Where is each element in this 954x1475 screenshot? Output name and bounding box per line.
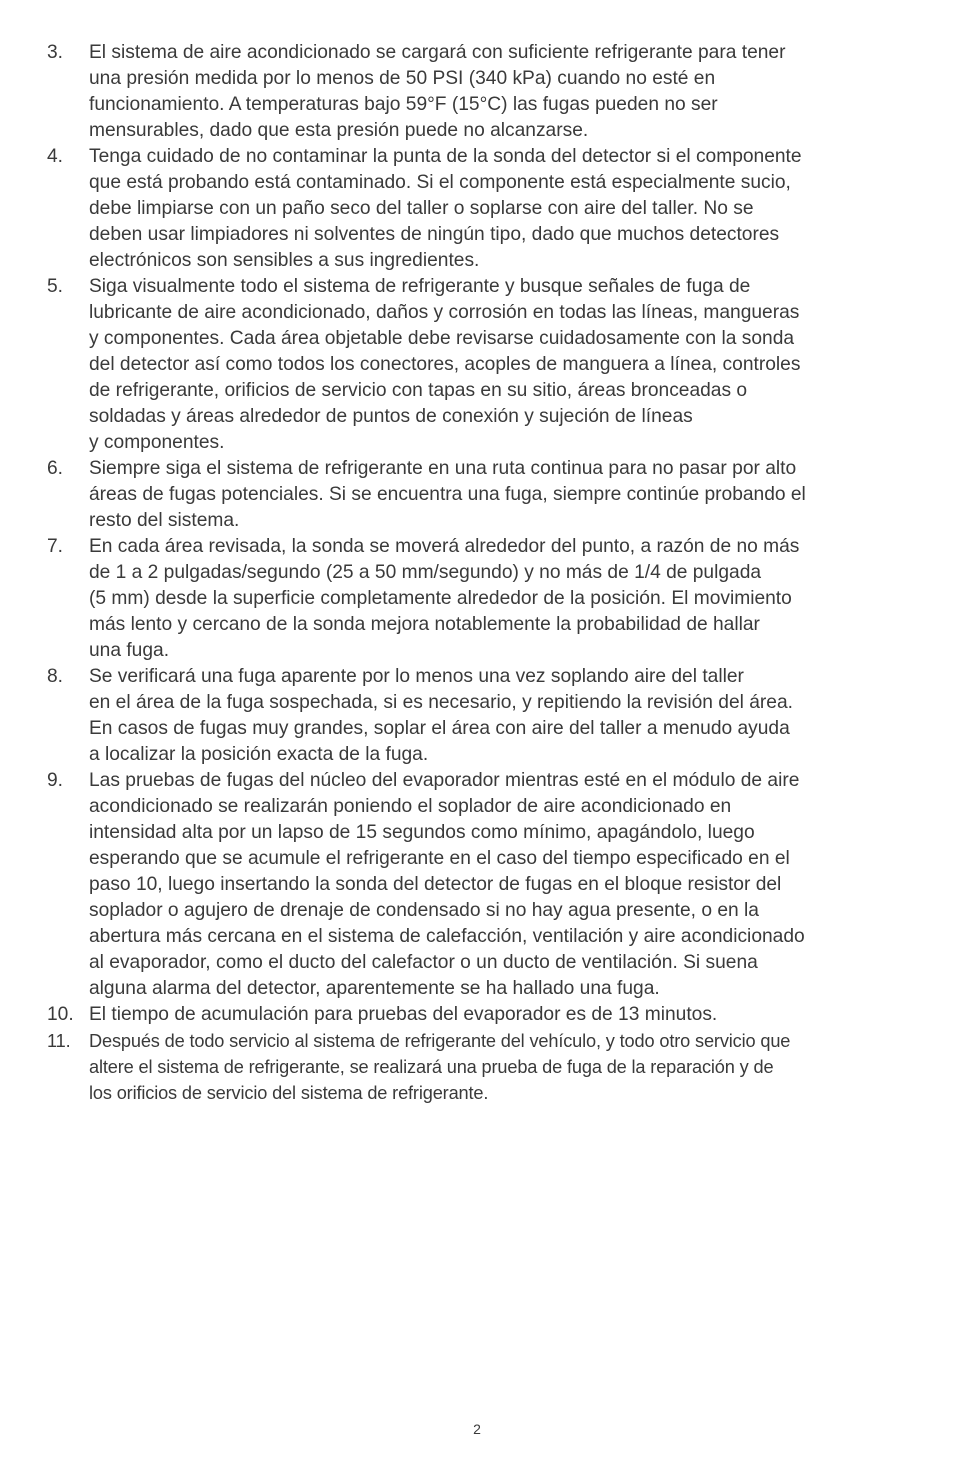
- item-text-line: más lento y cercano de la sonda mejora notablemente la probabilidad de hallar: [89, 614, 760, 635]
- item-text-line: Las pruebas de fugas del núcleo del evaporador mientras esté en el módulo de aire: [89, 770, 800, 791]
- item-number: 11.: [47, 1031, 71, 1051]
- list-item-8: [0, 664, 954, 768]
- item-text-line: al evaporador, como el ducto del calefactor o un ducto de ventilación. Si suena: [89, 952, 758, 973]
- item-number: 9.: [47, 770, 64, 791]
- item-text-line: y componentes.: [89, 432, 225, 453]
- item-text-line: Siga visualmente todo el sistema de refrigerante y busque señales de fuga de: [89, 276, 751, 297]
- page-number: 2: [473, 1421, 481, 1437]
- document-page: [0, 40, 954, 1106]
- item-text-line: alguna alarma del detector, aparentemente se ha hallado una fuga.: [89, 978, 660, 999]
- item-text-line: a localizar la posición exacta de la fuga.: [89, 744, 429, 765]
- item-text-line: de 1 a 2 pulgadas/segundo (25 a 50 mm/segundo) y no más de 1/4 de pulgada: [89, 562, 762, 583]
- item-number: 6.: [47, 458, 64, 479]
- item-number: 4.: [47, 146, 64, 167]
- item-text-line: El sistema de aire acondicionado se cargará con suficiente refrigerante para tener: [89, 42, 786, 63]
- list-item-5: [0, 274, 954, 456]
- list-item-3: [0, 40, 954, 144]
- item-text-line: paso 10, luego insertando la sonda del detector de fugas en el bloque resistor del: [89, 874, 782, 895]
- item-text-line: los orificios de servicio del sistema de refrigerante.: [89, 1083, 489, 1103]
- item-number: 8.: [47, 666, 64, 687]
- item-text-line: Siempre siga el sistema de refrigerante en una ruta continua para no pasar por alto: [89, 458, 797, 479]
- item-text-line: funcionamiento. A temperaturas bajo 59°F (15°C) las fugas pueden no ser: [89, 94, 718, 115]
- item-text-line: áreas de fugas potenciales. Si se encuentra una fuga, siempre continúe probando el: [89, 484, 806, 505]
- item-text-line: que está probando está contaminado. Si el componente está especialmente sucio,: [89, 172, 791, 193]
- item-text-line: del detector así como todos los conectores, acoples de manguera a línea, controles: [89, 354, 801, 375]
- item-text-line: Tenga cuidado de no contaminar la punta de la sonda del detector si el componente: [89, 146, 802, 167]
- item-number: 7.: [47, 536, 64, 557]
- item-text-line: El tiempo de acumulación para pruebas del evaporador es de 13 minutos.: [89, 1004, 718, 1025]
- item-text-line: En cada área revisada, la sonda se moverá alrededor del punto, a razón de no más: [89, 536, 800, 557]
- list-item-11: [0, 1028, 954, 1106]
- item-text-line: deben usar limpiadores ni solventes de ningún tipo, dado que muchos detectores: [89, 224, 780, 245]
- item-text-line: resto del sistema.: [89, 510, 240, 531]
- item-text-line: abertura más cercana en el sistema de calefacción, ventilación y aire acondicionado: [89, 926, 805, 947]
- list-item-9: [0, 768, 954, 1002]
- list-item-7: [0, 534, 954, 664]
- item-text-line: (5 mm) desde la superficie completamente alrededor de la posición. El movimiento: [89, 588, 792, 609]
- item-text-line: electrónicos son sensibles a sus ingredientes.: [89, 250, 480, 271]
- item-text-line: soldadas y áreas alrededor de puntos de conexión y sujeción de líneas: [89, 406, 693, 427]
- item-text-line: intensidad alta por un lapso de 15 segundos como mínimo, apagándolo, luego: [89, 822, 755, 843]
- item-text-line: soplador o agujero de drenaje de condensado si no hay agua presente, o en la: [89, 900, 759, 921]
- item-text-line: acondicionado se realizarán poniendo el soplador de aire acondicionado en: [89, 796, 732, 817]
- list-item-10: [0, 1002, 954, 1028]
- item-number: 10.: [47, 1004, 74, 1025]
- item-text-line: mensurables, dado que esta presión puede no alcanzarse.: [89, 120, 589, 141]
- item-text-line: altere el sistema de refrigerante, se realizará una prueba de fuga de la reparación y de: [89, 1057, 774, 1077]
- list-item-4: [0, 144, 954, 274]
- item-text-line: una presión medida por lo menos de 50 PSI (340 kPa) cuando no esté en: [89, 68, 716, 89]
- item-text-line: y componentes. Cada área objetable debe revisarse cuidadosamente con la sonda: [89, 328, 795, 349]
- item-text-line: una fuga.: [89, 640, 170, 661]
- item-text-line: esperando que se acumule el refrigerante en el caso del tiempo especificado en el: [89, 848, 790, 869]
- item-number: 3.: [47, 42, 64, 63]
- item-text-line: debe limpiarse con un paño seco del taller o soplarse con aire del taller. No se: [89, 198, 754, 219]
- list-item-6: [0, 456, 954, 534]
- item-text-line: En casos de fugas muy grandes, soplar el área con aire del taller a menudo ayuda: [89, 718, 790, 739]
- item-text-line: Después de todo servicio al sistema de refrigerante del vehículo, y todo otro servicio que: [89, 1031, 791, 1051]
- item-text-line: de refrigerante, orificios de servicio con tapas en su sitio, áreas bronceadas o: [89, 380, 748, 401]
- item-number: 5.: [47, 276, 64, 297]
- item-text-line: lubricante de aire acondicionado, daños y corrosión en todas las líneas, mangueras: [89, 302, 800, 323]
- item-text-line: Se verificará una fuga aparente por lo menos una vez soplando aire del taller: [89, 666, 744, 687]
- item-text-line: en el área de la fuga sospechada, si es necesario, y repitiendo la revisión del área.: [89, 692, 793, 713]
